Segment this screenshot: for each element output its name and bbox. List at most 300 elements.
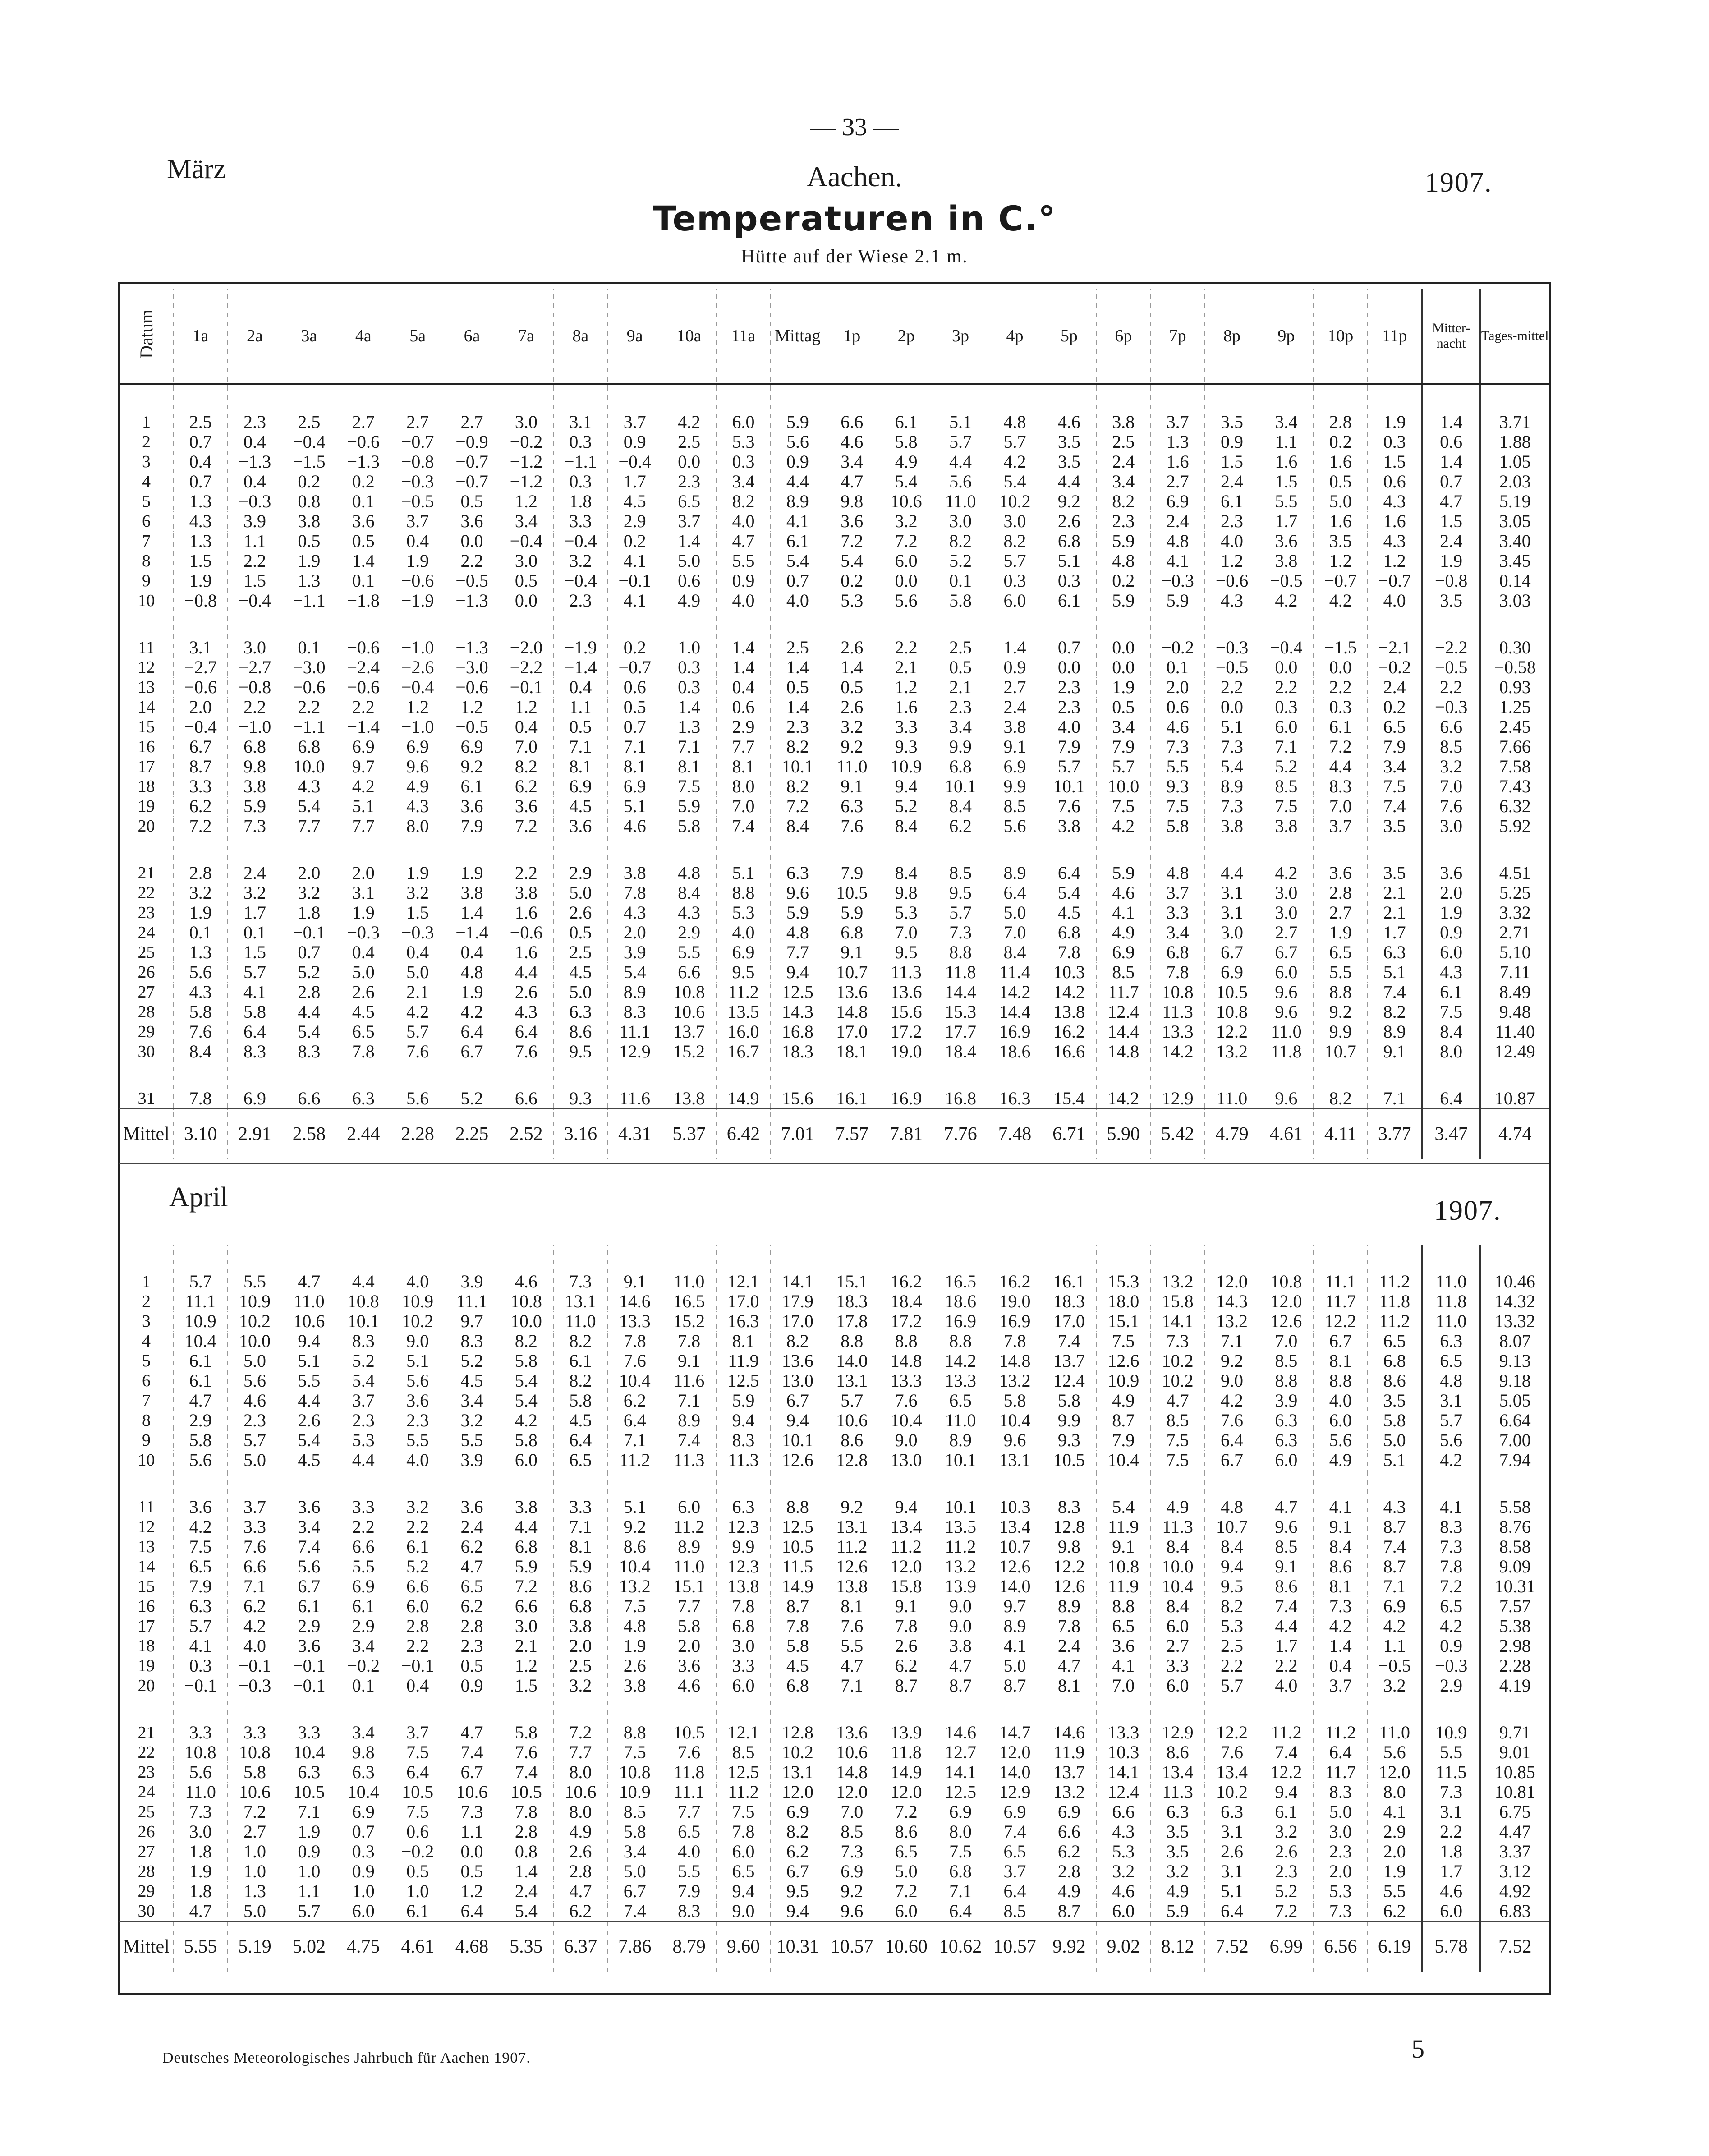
temperature-cell: 6.8 xyxy=(282,737,336,757)
temperature-cell: 4.8 xyxy=(662,836,716,883)
temperature-cell: 7.7 xyxy=(771,942,825,962)
temperature-cell: 2.4 xyxy=(1368,677,1422,697)
temperature-cell: 0.3 xyxy=(173,1656,227,1676)
temperature-cell: 7.2 xyxy=(553,1696,607,1742)
temperature-cell: 1.9 xyxy=(445,982,499,1002)
temperature-cell: 5.2 xyxy=(1259,757,1313,777)
temperature-cell: 9.1 xyxy=(608,1245,662,1292)
temperature-cell: 3.1 xyxy=(553,384,607,432)
temperature-cell: 7.7 xyxy=(662,1802,716,1822)
temperature-cell: 7.1 xyxy=(608,1430,662,1450)
day-cell: 8 xyxy=(142,552,151,570)
temperature-cell: 10.9 xyxy=(879,757,933,777)
temperature-cell: 6.0 xyxy=(499,1450,553,1470)
temperature-cell: 6.9 xyxy=(1150,492,1204,511)
temperature-cell: 12.0 xyxy=(879,1557,933,1577)
temperature-cell: 8.9 xyxy=(988,836,1042,883)
temperature-cell: 7.6 xyxy=(879,1391,933,1411)
temperature-cell: 1.5 xyxy=(1205,452,1259,472)
temperature-cell: 12.8 xyxy=(825,1450,879,1470)
temperature-cell: 6.3 xyxy=(1259,1411,1313,1430)
temperature-cell: 8.1 xyxy=(553,757,607,777)
table-row xyxy=(119,1022,1549,1042)
temperature-cell: 3.9 xyxy=(608,942,662,962)
temperature-cell: 13.1 xyxy=(825,1371,879,1391)
mean-label: Mittel xyxy=(119,1922,173,1972)
temperature-cell: 8.9 xyxy=(662,1411,716,1430)
temperature-cell: 2.3 xyxy=(553,591,607,611)
table-row xyxy=(119,1822,1549,1842)
temperature-cell: 6.1 xyxy=(771,531,825,551)
temperature-cell: 1.3 xyxy=(173,492,227,511)
temperature-cell: 2.9 xyxy=(173,1411,227,1430)
temperature-cell: 8.9 xyxy=(1368,1022,1422,1042)
temperature-cell: 5.4 xyxy=(1205,757,1259,777)
temperature-cell: 0.2 xyxy=(825,571,879,591)
temperature-cell: 3.2 xyxy=(1259,1822,1313,1842)
temperature-cell: 6.2 xyxy=(608,1391,662,1411)
temperature-cell: 10.4 xyxy=(282,1742,336,1762)
temperature-cell: −0.3 xyxy=(336,923,390,942)
mean-row xyxy=(119,1109,1549,1159)
temperature-cell: 4.0 xyxy=(771,591,825,611)
temperature-cell: 8.07 xyxy=(1480,1331,1549,1351)
temperature-cell: 12.0 xyxy=(1368,1762,1422,1782)
temperature-cell: −1.3 xyxy=(228,452,282,472)
column-header: 11p xyxy=(1368,289,1422,384)
temperature-cell: 14.9 xyxy=(771,1577,825,1596)
temperature-cell: 10.3 xyxy=(988,1470,1042,1517)
temperature-cell: 6.6 xyxy=(662,962,716,982)
temperature-cell: 1.6 xyxy=(1259,452,1313,472)
temperature-cell: 0.5 xyxy=(282,531,336,551)
day-cell: 23 xyxy=(138,903,155,922)
temperature-cell: 9.5 xyxy=(553,1042,607,1062)
temperature-cell: 11.8 xyxy=(662,1762,716,1782)
temperature-cell: 4.2 xyxy=(445,1002,499,1022)
temperature-cell: 6.5 xyxy=(336,1022,390,1042)
temperature-cell: 5.6 xyxy=(173,1450,227,1470)
temperature-cell: 5.0 xyxy=(879,1862,933,1881)
temperature-cell: 11.3 xyxy=(662,1450,716,1470)
temperature-cell: 3.8 xyxy=(228,777,282,796)
temperature-cell: 9.4 xyxy=(771,962,825,982)
temperature-cell: 0.3 xyxy=(1314,697,1368,717)
temperature-cell: 16.3 xyxy=(988,1062,1042,1109)
temperature-cell: 4.8 xyxy=(608,1616,662,1636)
temperature-cell: 4.5 xyxy=(282,1450,336,1470)
temperature-cell: 7.5 xyxy=(716,1802,770,1822)
temperature-cell: 10.0 xyxy=(1150,1557,1204,1577)
temperature-cell: 4.51 xyxy=(1480,836,1549,883)
temperature-cell: 6.7 xyxy=(1314,1331,1368,1351)
temperature-cell: −0.5 xyxy=(1205,657,1259,677)
temperature-cell: 4.4 xyxy=(282,1002,336,1022)
day-cell: 24 xyxy=(138,1783,155,1802)
temperature-cell: 2.6 xyxy=(1259,1842,1313,1862)
temperature-cell: 12.4 xyxy=(1042,1371,1096,1391)
temperature-cell: 3.8 xyxy=(499,883,553,903)
temperature-cell: 0.4 xyxy=(390,1676,445,1696)
temperature-cell: 5.6 xyxy=(771,432,825,452)
table-row xyxy=(119,982,1549,1002)
temperature-cell: 6.9 xyxy=(771,1802,825,1822)
temperature-cell: 3.0 xyxy=(499,1616,553,1636)
temperature-cell: 11.0 xyxy=(662,1557,716,1577)
mean-cell: 10.57 xyxy=(988,1922,1042,1972)
temperature-cell: 5.2 xyxy=(390,1557,445,1577)
temperature-cell: 6.2 xyxy=(771,1842,825,1862)
temperature-cell: −0.1 xyxy=(282,1656,336,1676)
temperature-cell: 5.2 xyxy=(933,551,988,571)
temperature-cell: 0.5 xyxy=(553,717,607,737)
temperature-cell: 13.7 xyxy=(1042,1762,1096,1782)
day-cell: 11 xyxy=(138,638,155,657)
temperature-cell: 0.5 xyxy=(825,677,879,697)
temperature-cell: 0.5 xyxy=(445,1656,499,1676)
temperature-cell: 8.4 xyxy=(933,796,988,816)
temperature-cell: 7.3 xyxy=(1422,1537,1480,1557)
temperature-cell: −0.7 xyxy=(608,657,662,677)
mean-cell: 5.37 xyxy=(662,1109,716,1159)
temperature-cell: 6.9 xyxy=(553,777,607,796)
temperature-cell: 6.6 xyxy=(499,1596,553,1616)
temperature-cell: 0.1 xyxy=(933,571,988,591)
temperature-cell: 10.8 xyxy=(662,982,716,1002)
temperature-cell: 3.5 xyxy=(1422,591,1480,611)
temperature-cell: 8.9 xyxy=(771,492,825,511)
temperature-cell: 4.2 xyxy=(1314,591,1368,611)
temperature-cell: 5.5 xyxy=(662,1862,716,1881)
temperature-cell: 2.5 xyxy=(173,384,227,432)
column-header: 9p xyxy=(1259,289,1313,384)
temperature-cell: −1.2 xyxy=(499,472,553,492)
temperature-cell: 9.8 xyxy=(336,1742,390,1762)
temperature-cell: 3.6 xyxy=(1259,531,1313,551)
temperature-cell: 3.1 xyxy=(1205,883,1259,903)
temperature-cell: 4.7 xyxy=(1042,1656,1096,1676)
temperature-cell: 7.2 xyxy=(879,1881,933,1901)
day-cell: 16 xyxy=(138,737,155,756)
temperature-cell: 4.7 xyxy=(933,1656,988,1676)
temperature-cell: 0.9 xyxy=(608,432,662,452)
temperature-cell: 3.45 xyxy=(1480,551,1549,571)
temperature-cell: −0.7 xyxy=(445,472,499,492)
temperature-cell: 13.6 xyxy=(825,982,879,1002)
day-cell: 21 xyxy=(138,864,155,883)
temperature-cell: 0.9 xyxy=(1205,432,1259,452)
temperature-cell: 1.5 xyxy=(228,942,282,962)
temperature-cell: 2.3 xyxy=(445,1636,499,1656)
temperature-cell: 3.3 xyxy=(173,1696,227,1742)
temperature-cell: 4.9 xyxy=(1096,1391,1150,1411)
temperature-cell: −2.7 xyxy=(228,657,282,677)
temperature-cell: 13.2 xyxy=(1205,1042,1259,1062)
temperature-cell: 9.9 xyxy=(988,777,1042,796)
temperature-cell: 7.4 xyxy=(716,816,770,836)
day-cell: 12 xyxy=(138,1517,155,1536)
temperature-cell: 7.4 xyxy=(1042,1331,1096,1351)
column-header: 7p xyxy=(1150,289,1204,384)
temperature-cell: 6.0 xyxy=(390,1596,445,1616)
temperature-cell: 2.45 xyxy=(1480,717,1549,737)
temperature-cell: 2.9 xyxy=(716,717,770,737)
temperature-cell: 5.8 xyxy=(173,1430,227,1450)
temperature-cell: 5.8 xyxy=(1150,816,1204,836)
temperature-cell: 7.6 xyxy=(499,1742,553,1762)
temperature-cell: 5.0 xyxy=(988,903,1042,923)
temperature-cell: 0.0 xyxy=(879,571,933,591)
temperature-cell: 6.5 xyxy=(553,1450,607,1470)
temperature-cell: 17.2 xyxy=(879,1022,933,1042)
temperature-cell: 13.3 xyxy=(879,1371,933,1391)
temperature-cell: 7.9 xyxy=(662,1881,716,1901)
temperature-cell: 5.8 xyxy=(173,1002,227,1022)
temperature-cell: 4.6 xyxy=(662,1676,716,1696)
temperature-cell: 4.6 xyxy=(1096,883,1150,903)
temperature-cell: 2.9 xyxy=(662,923,716,942)
temperature-cell: 13.3 xyxy=(933,1371,988,1391)
day-cell: 13 xyxy=(138,678,155,697)
temperature-cell: 4.0 xyxy=(716,923,770,942)
temperature-cell: 5.5 xyxy=(1150,757,1204,777)
temperature-cell: 8.8 xyxy=(1314,982,1368,1002)
temperature-cell: 0.6 xyxy=(390,1822,445,1842)
temperature-cell: 6.1 xyxy=(173,1371,227,1391)
temperature-cell: 1.9 xyxy=(336,903,390,923)
temperature-cell: 5.8 xyxy=(228,1002,282,1022)
temperature-cell: 3.8 xyxy=(1042,816,1096,836)
temperature-cell: 6.8 xyxy=(825,923,879,942)
temperature-cell: 6.5 xyxy=(933,1391,988,1411)
temperature-cell: 5.7 xyxy=(390,1022,445,1042)
temperature-cell: 4.8 xyxy=(771,923,825,942)
temperature-cell: 6.0 xyxy=(1259,1450,1313,1470)
temperature-cell: 4.4 xyxy=(499,1517,553,1537)
temperature-cell: 7.5 xyxy=(933,1842,988,1862)
temperature-cell: 14.1 xyxy=(1096,1762,1150,1782)
temperature-cell: 5.0 xyxy=(988,1656,1042,1676)
temperature-cell: 6.6 xyxy=(825,384,879,432)
mean-cell: 5.90 xyxy=(1096,1109,1150,1159)
temperature-cell: 2.9 xyxy=(1368,1822,1422,1842)
year-label-march: 1907. xyxy=(1425,167,1493,198)
temperature-cell: 2.6 xyxy=(553,903,607,923)
temperature-cell: 6.2 xyxy=(553,1901,607,1922)
column-header: 5a xyxy=(390,289,445,384)
temperature-cell: 12.2 xyxy=(1205,1022,1259,1042)
temperature-cell: 0.4 xyxy=(716,677,770,697)
temperature-cell: 2.6 xyxy=(1205,1842,1259,1862)
temperature-cell: 18.6 xyxy=(933,1292,988,1311)
temperature-cell: 2.0 xyxy=(336,836,390,883)
temperature-cell: 10.2 xyxy=(1205,1782,1259,1802)
temperature-cell: 13.4 xyxy=(879,1517,933,1537)
temperature-cell: 11.1 xyxy=(445,1292,499,1311)
temperature-cell: 3.7 xyxy=(1314,1676,1368,1696)
temperature-cell: 1.9 xyxy=(173,903,227,923)
temperature-cell: 6.6 xyxy=(336,1537,390,1557)
temperature-cell: 2.7 xyxy=(1150,472,1204,492)
temperature-cell: −0.3 xyxy=(1422,697,1480,717)
temperature-cell: −1.4 xyxy=(445,923,499,942)
temperature-cell: 4.9 xyxy=(1096,923,1150,942)
temperature-cell: 5.6 xyxy=(390,1062,445,1109)
temperature-cell: 0.7 xyxy=(1422,472,1480,492)
mean-cell: 2.91 xyxy=(228,1109,282,1159)
temperature-cell: 6.8 xyxy=(771,1676,825,1696)
temperature-cell: −0.5 xyxy=(390,492,445,511)
mean-cell: 6.71 xyxy=(1042,1109,1096,1159)
temperature-cell: 5.1 xyxy=(336,796,390,816)
temperature-cell: 9.0 xyxy=(879,1430,933,1450)
temperature-cell: 5.6 xyxy=(390,1371,445,1391)
temperature-cell: 8.2 xyxy=(1205,1596,1259,1616)
temperature-cell: 1.2 xyxy=(445,697,499,717)
temperature-cell: 12.9 xyxy=(1150,1696,1204,1742)
column-header: 1a xyxy=(173,289,227,384)
day-cell: 22 xyxy=(138,1743,155,1762)
temperature-cell: 2.5 xyxy=(1205,1636,1259,1656)
temperature-cell: 4.3 xyxy=(173,982,227,1002)
temperature-cell: 5.9 xyxy=(1096,836,1150,883)
temperature-cell: 8.1 xyxy=(608,757,662,777)
temperature-cell: 6.0 xyxy=(879,1901,933,1922)
temperature-cell: 8.5 xyxy=(1096,962,1150,982)
temperature-cell: 8.8 xyxy=(1096,1596,1150,1616)
temperature-cell: −1.8 xyxy=(336,591,390,611)
temperature-cell: 10.8 xyxy=(336,1292,390,1311)
temperature-cell: 4.6 xyxy=(1422,1881,1480,1901)
temperature-cell: 0.6 xyxy=(716,697,770,717)
temperature-cell: 8.4 xyxy=(1205,1537,1259,1557)
temperature-cell: 7.2 xyxy=(879,1802,933,1822)
mean-cell: 7.76 xyxy=(933,1109,988,1159)
temperature-cell: 11.0 xyxy=(553,1311,607,1331)
temperature-cell: 4.5 xyxy=(553,1411,607,1430)
temperature-cell: 6.9 xyxy=(336,1577,390,1596)
temperature-cell: 16.0 xyxy=(716,1022,770,1042)
temperature-cell: 9.4 xyxy=(879,1470,933,1517)
temperature-cell: 15.4 xyxy=(1042,1062,1096,1109)
table-row xyxy=(119,531,1549,551)
day-cell: 12 xyxy=(138,658,155,677)
temperature-cell: 5.1 xyxy=(716,836,770,883)
temperature-cell: 9.9 xyxy=(1042,1411,1096,1430)
mean-cell: 2.25 xyxy=(445,1109,499,1159)
temperature-cell: 9.5 xyxy=(933,883,988,903)
temperature-cell: 8.9 xyxy=(1205,777,1259,796)
temperature-cell: 12.6 xyxy=(988,1557,1042,1577)
temperature-cell: 6.7 xyxy=(608,1881,662,1901)
temperature-cell: 4.4 xyxy=(1042,472,1096,492)
temperature-cell: 4.0 xyxy=(1314,1391,1368,1411)
temperature-cell: 8.1 xyxy=(716,757,770,777)
temperature-cell: 5.58 xyxy=(1480,1470,1549,1517)
temperature-cell: −1.0 xyxy=(390,611,445,657)
temperature-cell: 7.2 xyxy=(1259,1901,1313,1922)
day-cell: 20 xyxy=(138,817,155,836)
temperature-cell: 4.8 xyxy=(1205,1470,1259,1517)
temperature-cell: 14.7 xyxy=(988,1696,1042,1742)
temperature-cell: 10.81 xyxy=(1480,1782,1549,1802)
temperature-cell: 5.3 xyxy=(1314,1881,1368,1901)
temperature-cell: 1.6 xyxy=(1368,511,1422,531)
temperature-cell: 9.6 xyxy=(988,1430,1042,1450)
temperature-cell: 2.6 xyxy=(282,1411,336,1430)
temperature-cell: 11.6 xyxy=(662,1371,716,1391)
temperature-cell: 7.1 xyxy=(1368,1577,1422,1596)
temperature-cell: 12.4 xyxy=(1096,1782,1150,1802)
temperature-cell: 3.1 xyxy=(1422,1391,1480,1411)
temperature-cell: 5.8 xyxy=(553,1391,607,1411)
temperature-cell: −3.0 xyxy=(282,657,336,677)
temperature-cell: 8.5 xyxy=(1259,1537,1313,1557)
temperature-cell: 1.1 xyxy=(1368,1636,1422,1656)
table-row xyxy=(119,777,1549,796)
temperature-cell: 6.5 xyxy=(716,1862,770,1881)
temperature-cell: 18.1 xyxy=(825,1042,879,1062)
temperature-cell: 1.2 xyxy=(499,697,553,717)
temperature-cell: 12.3 xyxy=(716,1517,770,1537)
temperature-cell: 5.0 xyxy=(662,551,716,571)
temperature-cell: 3.1 xyxy=(1205,1862,1259,1881)
temperature-cell: 2.3 xyxy=(336,1411,390,1430)
year-label-april: 1907. xyxy=(1434,1195,1502,1226)
temperature-cell: 3.7 xyxy=(1314,816,1368,836)
temperature-cell: 11.3 xyxy=(1150,1517,1204,1537)
temperature-cell: 6.7 xyxy=(173,737,227,757)
mean-cell: 5.19 xyxy=(228,1922,282,1972)
temperature-cell: 7.4 xyxy=(608,1901,662,1922)
temperature-cell: 3.6 xyxy=(282,1470,336,1517)
temperature-cell: 4.1 xyxy=(1368,1802,1422,1822)
day-cell: 19 xyxy=(138,1656,155,1675)
temperature-cell: 3.0 xyxy=(1259,883,1313,903)
temperature-cell: 4.7 xyxy=(716,531,770,551)
temperature-cell: 6.1 xyxy=(553,1351,607,1371)
temperature-cell: 11.8 xyxy=(1259,1042,1313,1062)
temperature-cell: 5.4 xyxy=(499,1901,553,1922)
column-header: 3a xyxy=(282,289,336,384)
day-cell: 25 xyxy=(138,1802,155,1821)
temperature-cell: 10.5 xyxy=(771,1537,825,1557)
temperature-cell: 1.8 xyxy=(1422,1842,1480,1862)
temperature-cell: 11.9 xyxy=(716,1351,770,1371)
temperature-cell: 3.2 xyxy=(879,511,933,531)
temperature-cell: 10.8 xyxy=(499,1292,553,1311)
temperature-cell: 10.6 xyxy=(825,1411,879,1430)
temperature-cell: −0.2 xyxy=(336,1656,390,1676)
temperature-cell: 4.3 xyxy=(390,796,445,816)
temperature-cell: 6.4 xyxy=(499,1022,553,1042)
temperature-cell: 6.1 xyxy=(390,1901,445,1922)
temperature-cell: −0.3 xyxy=(1422,1656,1480,1676)
temperature-cell: 3.6 xyxy=(825,511,879,531)
temperature-cell: 13.3 xyxy=(608,1311,662,1331)
temperature-cell: 3.37 xyxy=(1480,1842,1549,1862)
temperature-cell: 10.4 xyxy=(1096,1450,1150,1470)
mean-cell: 7.48 xyxy=(988,1109,1042,1159)
page-number-bottom: 5 xyxy=(1411,2034,1424,2064)
temperature-cell: 4.0 xyxy=(228,1636,282,1656)
temperature-cell: 7.2 xyxy=(173,816,227,836)
temperature-cell: 8.4 xyxy=(1422,1022,1480,1042)
temperature-cell: 13.1 xyxy=(553,1292,607,1311)
temperature-cell: 10.6 xyxy=(445,1782,499,1802)
table-row xyxy=(119,1676,1549,1696)
day-cell: 24 xyxy=(138,923,155,942)
